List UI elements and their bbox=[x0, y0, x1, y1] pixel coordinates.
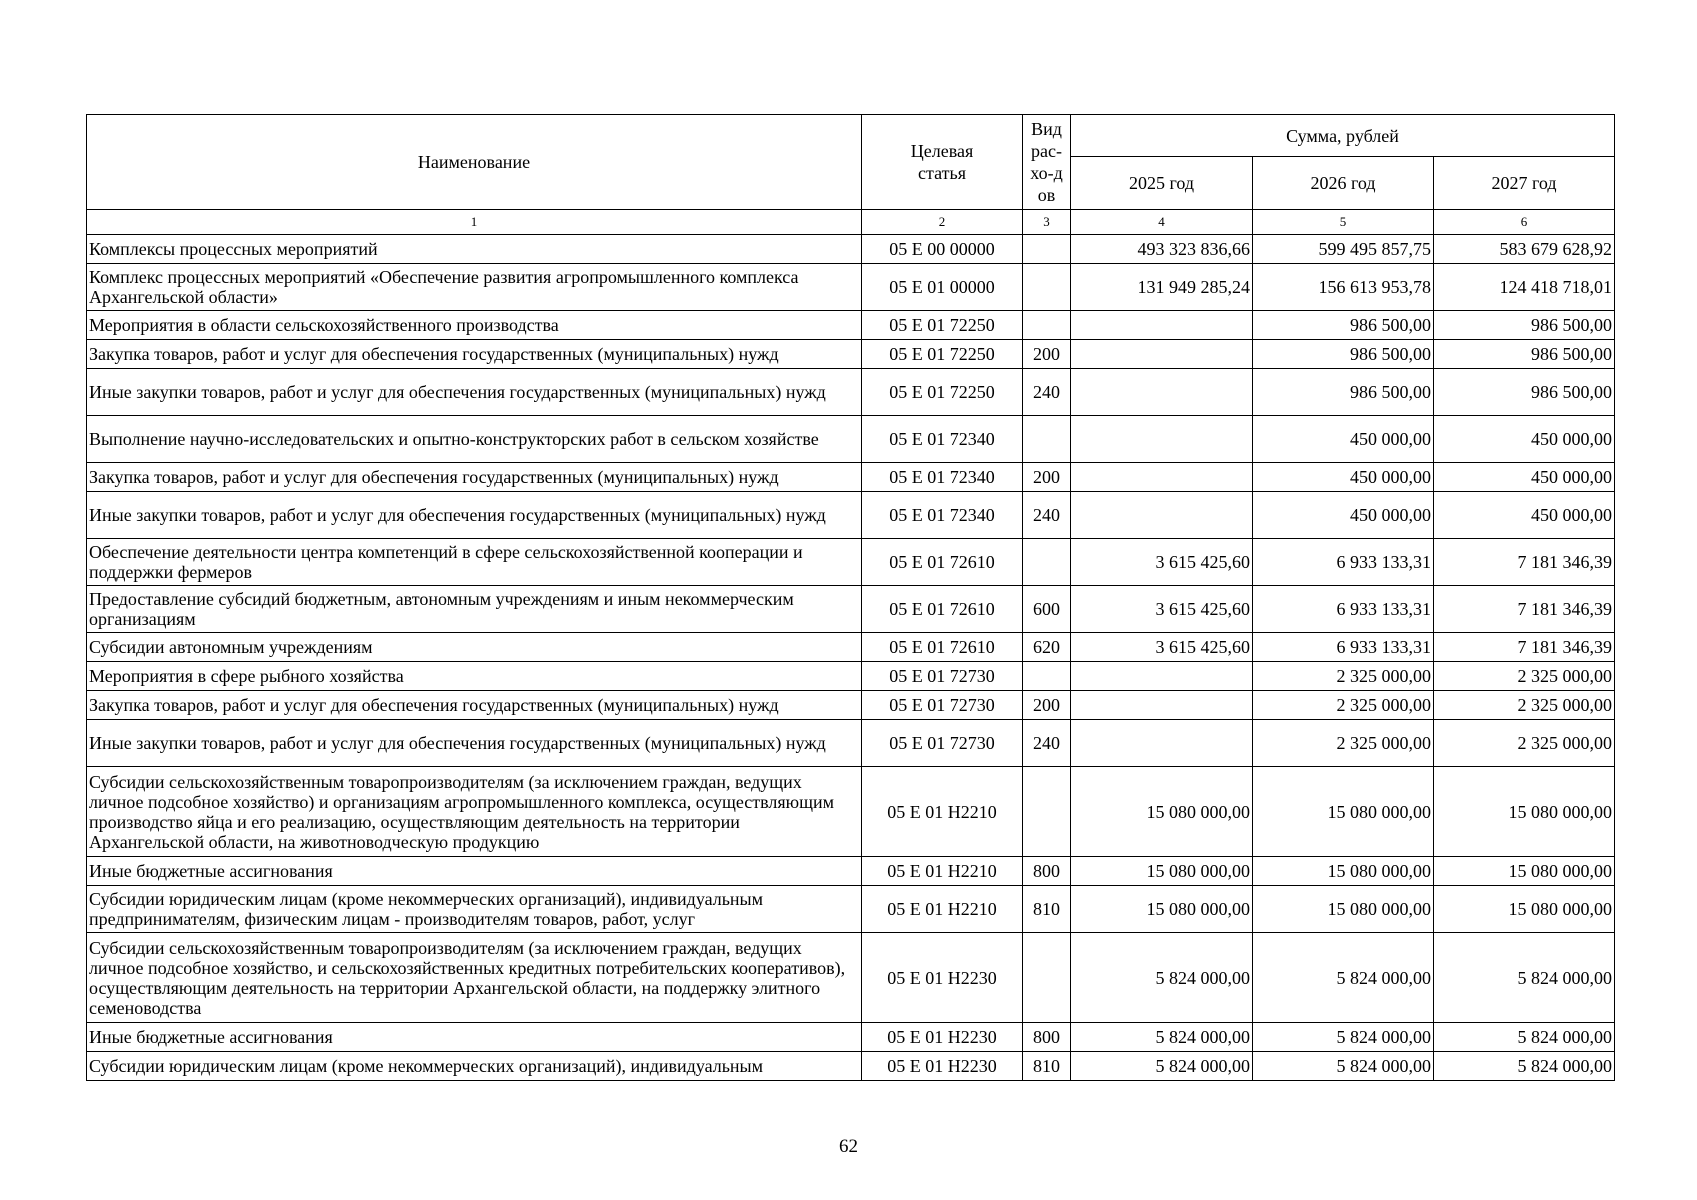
column-number: 4 bbox=[1071, 210, 1253, 235]
row-type-cell: 240 bbox=[1023, 369, 1071, 416]
row-code-cell: 05 Е 01 72610 bbox=[862, 586, 1023, 633]
row-type-cell bbox=[1023, 662, 1071, 691]
row-2025-cell bbox=[1071, 369, 1253, 416]
row-name-cell: Иные закупки товаров, работ и услуг для обеспечения государственных (муниципальных) нужд bbox=[87, 720, 862, 767]
row-2026-cell: 986 500,00 bbox=[1253, 369, 1434, 416]
row-2027-cell: 15 080 000,00 bbox=[1434, 857, 1615, 886]
row-name-cell: Мероприятия в области сельскохозяйственного производства bbox=[87, 311, 862, 340]
row-type-cell: 240 bbox=[1023, 720, 1071, 767]
row-name-cell: Закупка товаров, работ и услуг для обеспечения государственных (муниципальных) нужд bbox=[87, 691, 862, 720]
column-number: 3 bbox=[1023, 210, 1071, 235]
table-row bbox=[87, 691, 1615, 720]
column-number: 6 bbox=[1434, 210, 1615, 235]
row-2027-cell: 15 080 000,00 bbox=[1434, 767, 1615, 857]
row-code-cell: 05 Е 01 00000 bbox=[862, 264, 1023, 311]
row-code-cell: 05 Е 01 Н2230 bbox=[862, 1023, 1023, 1052]
row-2025-cell: 3 615 425,60 bbox=[1071, 633, 1253, 662]
row-2026-cell: 450 000,00 bbox=[1253, 416, 1434, 463]
header-target bbox=[862, 115, 1023, 210]
row-2025-cell: 15 080 000,00 bbox=[1071, 767, 1253, 857]
table-row bbox=[87, 933, 1615, 1023]
header-name: Наименование bbox=[87, 115, 862, 210]
row-name-cell: Комплекс процессных мероприятий «Обеспечение развития агропромышленного комплекса Архангельской области» bbox=[87, 264, 862, 311]
row-type-cell: 200 bbox=[1023, 463, 1071, 492]
row-type-cell bbox=[1023, 264, 1071, 311]
row-2027-cell: 124 418 718,01 bbox=[1434, 264, 1615, 311]
row-2025-cell bbox=[1071, 720, 1253, 767]
row-2026-cell: 5 824 000,00 bbox=[1253, 1052, 1434, 1081]
row-2027-cell: 7 181 346,39 bbox=[1434, 633, 1615, 662]
row-code-cell: 05 Е 01 72340 bbox=[862, 463, 1023, 492]
row-2025-cell bbox=[1071, 463, 1253, 492]
column-number-row bbox=[87, 210, 1615, 235]
column-number: 1 bbox=[87, 210, 862, 235]
row-2026-cell: 986 500,00 bbox=[1253, 340, 1434, 369]
row-2025-cell bbox=[1071, 691, 1253, 720]
row-2025-cell bbox=[1071, 492, 1253, 539]
table-row bbox=[87, 857, 1615, 886]
row-type-cell bbox=[1023, 933, 1071, 1023]
row-2025-cell: 493 323 836,66 bbox=[1071, 235, 1253, 264]
table-row bbox=[87, 1052, 1615, 1081]
row-type-cell bbox=[1023, 311, 1071, 340]
row-2026-cell: 599 495 857,75 bbox=[1253, 235, 1434, 264]
row-name-cell: Иные бюджетные ассигнования bbox=[87, 1023, 862, 1052]
row-type-cell: 240 bbox=[1023, 492, 1071, 539]
header-sum: Сумма, рублей bbox=[1071, 115, 1615, 157]
row-2026-cell: 15 080 000,00 bbox=[1253, 857, 1434, 886]
row-code-cell: 05 Е 01 72340 bbox=[862, 416, 1023, 463]
row-2026-cell: 986 500,00 bbox=[1253, 311, 1434, 340]
row-code-cell: 05 Е 01 72250 bbox=[862, 340, 1023, 369]
row-type-cell: 800 bbox=[1023, 857, 1071, 886]
row-2025-cell: 5 824 000,00 bbox=[1071, 1023, 1253, 1052]
row-2025-cell: 3 615 425,60 bbox=[1071, 586, 1253, 633]
row-2027-cell: 450 000,00 bbox=[1434, 416, 1615, 463]
row-2026-cell: 6 933 133,31 bbox=[1253, 633, 1434, 662]
header-2026: 2026 год bbox=[1253, 157, 1434, 210]
row-type-cell: 200 bbox=[1023, 340, 1071, 369]
header-2025: 2025 год bbox=[1071, 157, 1253, 210]
table-row bbox=[87, 416, 1615, 463]
row-code-cell: 05 Е 01 72610 bbox=[862, 539, 1023, 586]
row-code-cell: 05 Е 01 72730 bbox=[862, 662, 1023, 691]
row-2025-cell: 5 824 000,00 bbox=[1071, 933, 1253, 1023]
row-2025-cell: 15 080 000,00 bbox=[1071, 886, 1253, 933]
row-type-cell: 600 bbox=[1023, 586, 1071, 633]
row-2026-cell: 6 933 133,31 bbox=[1253, 586, 1434, 633]
table-row bbox=[87, 492, 1615, 539]
row-name-cell: Мероприятия в сфере рыбного хозяйства bbox=[87, 662, 862, 691]
page-number: 62 bbox=[839, 1136, 858, 1157]
row-2026-cell: 2 325 000,00 bbox=[1253, 662, 1434, 691]
row-2027-cell: 5 824 000,00 bbox=[1434, 1023, 1615, 1052]
row-type-cell: 620 bbox=[1023, 633, 1071, 662]
column-number: 2 bbox=[862, 210, 1023, 235]
row-name-cell: Предоставление субсидий бюджетным, автономным учреждениям и иным некоммерческим организациям bbox=[87, 586, 862, 633]
table-row bbox=[87, 463, 1615, 492]
row-2027-cell: 5 824 000,00 bbox=[1434, 1052, 1615, 1081]
row-2027-cell: 986 500,00 bbox=[1434, 311, 1615, 340]
table-row bbox=[87, 235, 1615, 264]
row-type-cell: 810 bbox=[1023, 1052, 1071, 1081]
row-code-cell: 05 Е 01 72730 bbox=[862, 720, 1023, 767]
row-name-cell: Выполнение научно-исследовательских и опытно-конструкторских работ в сельском хозяйстве bbox=[87, 416, 862, 463]
row-name-cell: Закупка товаров, работ и услуг для обеспечения государственных (муниципальных) нужд bbox=[87, 340, 862, 369]
row-name-cell: Субсидии юридическим лицам (кроме некоммерческих организаций), индивидуальным предпринимателям, физическим лицам - производителям товаров, работ, услуг bbox=[87, 886, 862, 933]
row-code-cell: 05 Е 01 72250 bbox=[862, 311, 1023, 340]
row-2026-cell: 2 325 000,00 bbox=[1253, 720, 1434, 767]
column-number: 5 bbox=[1253, 210, 1434, 235]
row-2027-cell: 986 500,00 bbox=[1434, 369, 1615, 416]
row-type-cell bbox=[1023, 767, 1071, 857]
row-2025-cell bbox=[1071, 311, 1253, 340]
row-2026-cell: 5 824 000,00 bbox=[1253, 933, 1434, 1023]
row-2025-cell: 5 824 000,00 bbox=[1071, 1052, 1253, 1081]
row-2027-cell: 7 181 346,39 bbox=[1434, 586, 1615, 633]
row-2025-cell: 3 615 425,60 bbox=[1071, 539, 1253, 586]
row-2026-cell: 6 933 133,31 bbox=[1253, 539, 1434, 586]
table-row bbox=[87, 1023, 1615, 1052]
row-name-cell: Субсидии автономным учреждениям bbox=[87, 633, 862, 662]
row-2027-cell: 583 679 628,92 bbox=[1434, 235, 1615, 264]
header-2027: 2027 год bbox=[1434, 157, 1615, 210]
table-row bbox=[87, 264, 1615, 311]
row-2027-cell: 2 325 000,00 bbox=[1434, 720, 1615, 767]
row-code-cell: 05 Е 01 72610 bbox=[862, 633, 1023, 662]
row-name-cell: Обеспечение деятельности центра компетенций в сфере сельскохозяйственной кооперации и поддержки фермеров bbox=[87, 539, 862, 586]
row-2027-cell: 2 325 000,00 bbox=[1434, 662, 1615, 691]
table-row bbox=[87, 311, 1615, 340]
row-name-cell: Иные закупки товаров, работ и услуг для обеспечения государственных (муниципальных) нужд bbox=[87, 492, 862, 539]
row-name-cell: Субсидии юридическим лицам (кроме некоммерческих организаций), индивидуальным bbox=[87, 1052, 862, 1081]
row-2027-cell: 450 000,00 bbox=[1434, 463, 1615, 492]
table-row bbox=[87, 633, 1615, 662]
row-name-cell: Иные закупки товаров, работ и услуг для обеспечения государственных (муниципальных) нужд bbox=[87, 369, 862, 416]
table-row bbox=[87, 720, 1615, 767]
row-name-cell: Иные бюджетные ассигнования bbox=[87, 857, 862, 886]
row-code-cell: 05 Е 01 Н2210 bbox=[862, 886, 1023, 933]
row-2025-cell: 15 080 000,00 bbox=[1071, 857, 1253, 886]
row-2025-cell bbox=[1071, 662, 1253, 691]
row-code-cell: 05 Е 01 Н2230 bbox=[862, 1052, 1023, 1081]
row-type-cell: 800 bbox=[1023, 1023, 1071, 1052]
row-code-cell: 05 Е 00 00000 bbox=[862, 235, 1023, 264]
row-name-cell: Субсидии сельскохозяйственным товаропроизводителям (за исключением граждан, ведущих личное подсобное хозяйство, и сельскохозяйственных кредитных потребительских кооперативов), осуществляющим деятельность на территории Архангельской области, на поддержку элитного семеноводства bbox=[87, 933, 862, 1023]
row-2026-cell: 450 000,00 bbox=[1253, 463, 1434, 492]
header-type bbox=[1023, 115, 1071, 210]
row-code-cell: 05 Е 01 Н2210 bbox=[862, 767, 1023, 857]
row-type-cell bbox=[1023, 539, 1071, 586]
row-2027-cell: 7 181 346,39 bbox=[1434, 539, 1615, 586]
table-row bbox=[87, 369, 1615, 416]
row-type-cell bbox=[1023, 416, 1071, 463]
row-code-cell: 05 Е 01 72250 bbox=[862, 369, 1023, 416]
table-row bbox=[87, 539, 1615, 586]
table-body bbox=[87, 210, 1615, 1081]
row-2027-cell: 986 500,00 bbox=[1434, 340, 1615, 369]
row-2027-cell: 15 080 000,00 bbox=[1434, 886, 1615, 933]
row-2026-cell: 2 325 000,00 bbox=[1253, 691, 1434, 720]
header-type-text: Вид рас-хо-дов bbox=[1030, 119, 1063, 205]
table-row bbox=[87, 340, 1615, 369]
row-2025-cell bbox=[1071, 340, 1253, 369]
row-code-cell: 05 Е 01 Н2230 bbox=[862, 933, 1023, 1023]
row-code-cell: 05 Е 01 72730 bbox=[862, 691, 1023, 720]
row-2025-cell: 131 949 285,24 bbox=[1071, 264, 1253, 311]
budget-table bbox=[86, 114, 1615, 1081]
table-row bbox=[87, 886, 1615, 933]
table-row bbox=[87, 767, 1615, 857]
table-row bbox=[87, 662, 1615, 691]
row-2026-cell: 156 613 953,78 bbox=[1253, 264, 1434, 311]
row-name-cell: Закупка товаров, работ и услуг для обеспечения государственных (муниципальных) нужд bbox=[87, 463, 862, 492]
row-name-cell: Субсидии сельскохозяйственным товаропроизводителям (за исключением граждан, ведущих личное подсобное хозяйство) и организациям агропромышленного комплекса, осуществляющим производство яйца и его реализацию, осуществляющим деятельность на территории Архангельской области, на животноводческую продукцию bbox=[87, 767, 862, 857]
row-2027-cell: 5 824 000,00 bbox=[1434, 933, 1615, 1023]
row-2026-cell: 15 080 000,00 bbox=[1253, 767, 1434, 857]
table-row bbox=[87, 586, 1615, 633]
row-code-cell: 05 Е 01 Н2210 bbox=[862, 857, 1023, 886]
row-2027-cell: 450 000,00 bbox=[1434, 492, 1615, 539]
row-2025-cell bbox=[1071, 416, 1253, 463]
header-target-text: Целевая статья bbox=[910, 141, 974, 183]
row-code-cell: 05 Е 01 72340 bbox=[862, 492, 1023, 539]
row-name-cell: Комплексы процессных мероприятий bbox=[87, 235, 862, 264]
row-2026-cell: 450 000,00 bbox=[1253, 492, 1434, 539]
row-2027-cell: 2 325 000,00 bbox=[1434, 691, 1615, 720]
row-type-cell bbox=[1023, 235, 1071, 264]
row-2026-cell: 15 080 000,00 bbox=[1253, 886, 1434, 933]
row-type-cell: 200 bbox=[1023, 691, 1071, 720]
row-2026-cell: 5 824 000,00 bbox=[1253, 1023, 1434, 1052]
row-type-cell: 810 bbox=[1023, 886, 1071, 933]
